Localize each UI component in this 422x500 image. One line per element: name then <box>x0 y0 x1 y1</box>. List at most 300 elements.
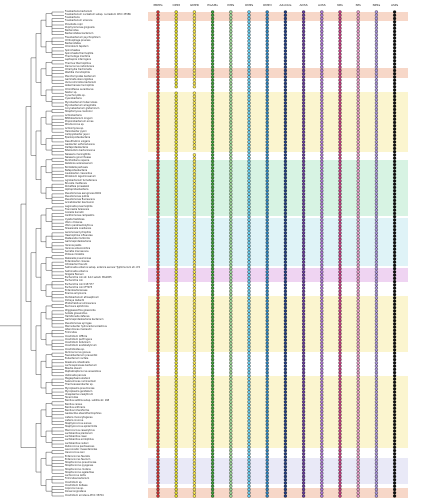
presence-dot <box>266 394 269 397</box>
presence-dot <box>320 378 323 381</box>
presence-dot <box>357 179 360 182</box>
presence-dot <box>193 472 196 475</box>
presence-dot <box>284 404 287 407</box>
presence-dot <box>375 134 378 137</box>
species-label: Enterococcus faecalis <box>65 454 90 458</box>
presence-dot <box>193 420 196 423</box>
presence-dot <box>211 300 214 303</box>
presence-dot <box>393 387 396 390</box>
presence-dot <box>157 231 160 234</box>
presence-dot <box>302 342 305 345</box>
presence-dot <box>339 400 342 403</box>
species-label: Dickeya dadantii <box>65 298 85 302</box>
presence-dot <box>302 46 305 49</box>
presence-dot <box>284 472 287 475</box>
presence-dot <box>375 459 378 462</box>
species-label: Akkermansia muciniphila <box>65 84 94 88</box>
presence-dot <box>375 238 378 241</box>
presence-dot <box>302 33 305 36</box>
presence-dot <box>320 205 323 208</box>
presence-dot <box>248 277 251 280</box>
presence-dot <box>266 40 269 43</box>
presence-dot <box>284 296 287 299</box>
presence-dot <box>211 378 214 381</box>
presence-dot <box>375 358 378 361</box>
presence-dot <box>211 254 214 257</box>
presence-dot <box>193 254 196 257</box>
presence-dot <box>193 342 196 345</box>
species-label: Lactococcus lactis <box>65 474 86 478</box>
presence-dot <box>320 114 323 117</box>
presence-dot <box>175 76 178 79</box>
presence-dot <box>266 89 269 92</box>
presence-dot <box>266 296 269 299</box>
presence-dot <box>302 326 305 329</box>
presence-dot <box>339 417 342 420</box>
presence-dot <box>157 69 160 72</box>
presence-dot <box>339 59 342 62</box>
presence-dot <box>302 443 305 446</box>
presence-dot <box>393 342 396 345</box>
presence-dot <box>175 433 178 436</box>
presence-dot <box>320 137 323 140</box>
presence-dot <box>193 482 196 485</box>
presence-dot <box>211 391 214 394</box>
presence-dot <box>302 257 305 260</box>
presence-dot <box>357 17 360 20</box>
presence-dot <box>284 27 287 30</box>
presence-dot <box>211 319 214 322</box>
presence-dot <box>229 241 232 244</box>
presence-dot <box>302 495 305 498</box>
presence-dot <box>175 202 178 205</box>
presence-dot <box>248 222 251 225</box>
presence-dot <box>284 413 287 416</box>
presence-dot <box>393 24 396 27</box>
presence-dot <box>284 417 287 420</box>
presence-dot <box>393 30 396 33</box>
presence-dot <box>375 394 378 397</box>
presence-dot <box>157 235 160 238</box>
presence-dot <box>357 394 360 397</box>
presence-dot <box>284 33 287 36</box>
presence-dot <box>375 420 378 423</box>
presence-dot <box>229 270 232 273</box>
species-label: Clostridium scindens ATCC 35704 <box>65 493 104 497</box>
presence-dot <box>229 173 232 176</box>
presence-dot <box>339 212 342 215</box>
presence-dot <box>248 241 251 244</box>
presence-dot <box>393 63 396 66</box>
presence-dot <box>393 124 396 127</box>
presence-dot <box>248 127 251 130</box>
presence-dot <box>320 374 323 377</box>
presence-dot <box>229 495 232 498</box>
presence-dot <box>211 322 214 325</box>
presence-dot <box>375 300 378 303</box>
species-label: Chloroflexus aurantiacus <box>65 87 94 91</box>
presence-dot <box>320 111 323 114</box>
presence-dot <box>157 436 160 439</box>
presence-dot <box>211 186 214 189</box>
presence-dot <box>284 144 287 147</box>
presence-dot <box>339 449 342 452</box>
presence-dot <box>211 225 214 228</box>
presence-dot <box>302 407 305 410</box>
presence-dot <box>211 27 214 30</box>
presence-dot <box>266 14 269 17</box>
species-label: Synechocystis sp. <box>65 94 86 98</box>
presence-dot <box>193 426 196 429</box>
presence-dot <box>175 140 178 143</box>
presence-dot <box>157 264 160 267</box>
presence-dot <box>393 179 396 182</box>
presence-dot <box>339 303 342 306</box>
presence-dot <box>393 251 396 254</box>
presence-dot <box>339 89 342 92</box>
species-label: Wigglesworthia glossinidia <box>65 308 96 312</box>
presence-dot <box>266 449 269 452</box>
presence-dot <box>393 283 396 286</box>
presence-dot <box>393 160 396 163</box>
presence-dot <box>211 163 214 166</box>
presence-dot <box>375 89 378 92</box>
presence-dot <box>266 267 269 270</box>
presence-dot <box>339 235 342 238</box>
presence-dot <box>175 53 178 56</box>
presence-dot <box>393 111 396 114</box>
presence-dot <box>339 40 342 43</box>
presence-dot <box>393 212 396 215</box>
presence-dot <box>302 192 305 195</box>
presence-dot <box>175 407 178 410</box>
presence-dot <box>320 407 323 410</box>
presence-dot <box>175 166 178 169</box>
presence-dot <box>320 50 323 53</box>
presence-dot <box>211 417 214 420</box>
presence-dot <box>375 469 378 472</box>
presence-dot <box>375 105 378 108</box>
presence-dot <box>357 144 360 147</box>
presence-dot <box>302 140 305 143</box>
presence-dot <box>284 127 287 130</box>
presence-dot <box>229 465 232 468</box>
presence-dot <box>320 446 323 449</box>
presence-dot <box>248 293 251 296</box>
presence-dot <box>375 17 378 20</box>
presence-dot <box>248 196 251 199</box>
presence-dot <box>375 14 378 17</box>
column-header: NPs <box>337 3 343 7</box>
species-label: Chlamydia trachomatis <box>65 68 92 72</box>
presence-dot <box>175 322 178 325</box>
presence-dot <box>157 394 160 397</box>
presence-dot <box>302 332 305 335</box>
presence-dot <box>229 384 232 387</box>
presence-dot <box>175 59 178 62</box>
presence-dot <box>320 179 323 182</box>
presence-dot <box>339 147 342 150</box>
presence-dot <box>393 144 396 147</box>
species-label: Listeria innocua <box>65 418 84 422</box>
presence-dot <box>248 160 251 163</box>
presence-dot <box>375 82 378 85</box>
presence-dot <box>248 348 251 351</box>
presence-dot <box>248 225 251 228</box>
presence-dot <box>193 241 196 244</box>
presence-dot <box>229 24 232 27</box>
presence-dot <box>175 439 178 442</box>
presence-dot <box>211 361 214 364</box>
presence-dot <box>302 121 305 124</box>
presence-dot <box>193 303 196 306</box>
presence-dot <box>357 342 360 345</box>
species-label: Coxiella burnetii <box>65 211 84 215</box>
presence-dot <box>320 160 323 163</box>
presence-dot <box>248 228 251 231</box>
presence-dot <box>248 469 251 472</box>
presence-dot <box>248 261 251 264</box>
presence-dot <box>393 368 396 371</box>
species-label: Streptococcus pyogenes <box>65 464 94 468</box>
species-label: Mycobacterium smegmatis <box>65 103 97 107</box>
presence-dot <box>375 472 378 475</box>
presence-dot <box>175 24 178 27</box>
presence-dot <box>357 238 360 241</box>
presence-dot <box>248 465 251 468</box>
presence-dot <box>302 199 305 202</box>
presence-dot <box>248 397 251 400</box>
species-label: Streptococcus agalactiae <box>65 470 94 474</box>
presence-dot <box>248 79 251 82</box>
presence-dot <box>302 59 305 62</box>
presence-dot <box>229 82 232 85</box>
species-label: Yersinia pestis <box>65 243 82 247</box>
presence-dot <box>320 124 323 127</box>
presence-dot <box>193 465 196 468</box>
presence-dot <box>157 79 160 82</box>
presence-dot <box>284 228 287 231</box>
presence-dot <box>320 102 323 105</box>
presence-dot <box>193 231 196 234</box>
presence-dot <box>248 17 251 20</box>
presence-dot <box>339 202 342 205</box>
presence-dot <box>229 365 232 368</box>
presence-dot <box>157 238 160 241</box>
presence-dot <box>302 218 305 221</box>
column-header: ASPs <box>390 3 399 7</box>
presence-dot <box>302 150 305 153</box>
presence-dot <box>229 176 232 179</box>
presence-dot <box>339 127 342 130</box>
presence-dot <box>211 426 214 429</box>
presence-dot <box>357 95 360 98</box>
species-label: Gammaproteobacteria bacterium <box>65 318 104 322</box>
presence-dot <box>175 170 178 173</box>
presence-dot <box>393 345 396 348</box>
presence-dot <box>157 335 160 338</box>
presence-dot <box>266 85 269 88</box>
presence-dot <box>229 225 232 228</box>
presence-dot <box>284 426 287 429</box>
presence-dot <box>284 124 287 127</box>
presence-dot <box>157 443 160 446</box>
presence-dot <box>302 95 305 98</box>
presence-dot <box>284 423 287 426</box>
presence-dot <box>229 443 232 446</box>
presence-dot <box>193 147 196 150</box>
presence-dot <box>320 394 323 397</box>
presence-dot <box>393 309 396 312</box>
presence-dot <box>357 482 360 485</box>
presence-dot <box>229 27 232 30</box>
presence-dot <box>284 202 287 205</box>
presence-dot <box>339 92 342 95</box>
presence-dot <box>211 108 214 111</box>
presence-dot <box>284 150 287 153</box>
presence-dot <box>193 209 196 212</box>
presence-dot <box>357 452 360 455</box>
presence-dot <box>175 335 178 338</box>
presence-dot <box>375 144 378 147</box>
presence-dot <box>248 24 251 27</box>
presence-dot <box>339 365 342 368</box>
presence-dot <box>266 287 269 290</box>
presence-dot <box>193 85 196 88</box>
presence-dot <box>248 248 251 251</box>
presence-dot <box>302 368 305 371</box>
presence-dot <box>302 134 305 137</box>
presence-dot <box>320 335 323 338</box>
presence-dot <box>320 433 323 436</box>
presence-dot <box>157 89 160 92</box>
presence-dot <box>393 157 396 160</box>
presence-dot <box>302 114 305 117</box>
presence-dot <box>302 391 305 394</box>
presence-dot <box>248 43 251 46</box>
presence-dot <box>375 244 378 247</box>
presence-dot <box>320 495 323 498</box>
presence-dot <box>266 244 269 247</box>
presence-dot <box>375 179 378 182</box>
presence-dot <box>211 131 214 134</box>
presence-dot <box>248 11 251 14</box>
presence-dot <box>248 313 251 316</box>
presence-dot <box>357 361 360 364</box>
presence-dot <box>357 40 360 43</box>
presence-dot <box>229 303 232 306</box>
presence-dot <box>266 404 269 407</box>
presence-dot <box>284 306 287 309</box>
presence-dot <box>339 436 342 439</box>
presence-dot <box>157 205 160 208</box>
presence-dot <box>375 452 378 455</box>
presence-dot <box>229 290 232 293</box>
presence-dot <box>229 387 232 390</box>
presence-dot <box>266 251 269 254</box>
presence-dot <box>357 290 360 293</box>
presence-dot <box>339 270 342 273</box>
presence-dot <box>320 27 323 30</box>
presence-dot <box>175 270 178 273</box>
presence-dot <box>339 459 342 462</box>
presence-dot <box>284 452 287 455</box>
presence-dot <box>266 257 269 260</box>
presence-dot <box>320 118 323 121</box>
species-label: Bacteroidetes bacterium <box>65 32 94 36</box>
presence-dot <box>393 449 396 452</box>
presence-dot <box>302 283 305 286</box>
presence-dot <box>393 417 396 420</box>
presence-dot <box>229 66 232 69</box>
presence-dot <box>393 371 396 374</box>
presence-dot <box>302 231 305 234</box>
presence-dot <box>302 118 305 121</box>
presence-dot <box>357 163 360 166</box>
presence-dot <box>266 69 269 72</box>
presence-dot <box>248 462 251 465</box>
presence-dot <box>393 79 396 82</box>
presence-dot <box>393 225 396 228</box>
presence-dot <box>393 410 396 413</box>
presence-dot <box>211 192 214 195</box>
presence-dot <box>193 27 196 30</box>
presence-dot <box>211 436 214 439</box>
presence-dot <box>229 475 232 478</box>
presence-dot <box>248 280 251 283</box>
presence-dot <box>375 491 378 494</box>
presence-dot <box>211 111 214 114</box>
column-header: AdSS <box>317 3 326 7</box>
presence-dot <box>211 420 214 423</box>
presence-dot <box>357 326 360 329</box>
presence-dot <box>193 79 196 82</box>
presence-dot <box>175 63 178 66</box>
species-label: Thermoanaerobacter sp. <box>65 383 94 387</box>
presence-dot <box>339 231 342 234</box>
presence-dot <box>339 56 342 59</box>
presence-dot <box>157 361 160 364</box>
presence-dot <box>157 355 160 358</box>
presence-dot <box>393 313 396 316</box>
species-label: Caulobacter crescentus <box>65 172 93 176</box>
presence-dot <box>175 257 178 260</box>
presence-dot <box>357 124 360 127</box>
presence-dot <box>229 202 232 205</box>
presence-dot <box>175 482 178 485</box>
presence-dot <box>157 131 160 134</box>
presence-dot <box>248 400 251 403</box>
presence-dot <box>193 248 196 251</box>
presence-dot <box>357 475 360 478</box>
presence-dot <box>284 183 287 186</box>
presence-dot <box>175 173 178 176</box>
presence-dot <box>248 56 251 59</box>
presence-dot <box>211 121 214 124</box>
presence-dot <box>284 407 287 410</box>
presence-dot <box>211 368 214 371</box>
presence-dot <box>157 277 160 280</box>
presence-dot <box>302 127 305 130</box>
species-label: Rhodococcus sp. <box>65 123 85 127</box>
presence-dot <box>175 306 178 309</box>
presence-dot <box>211 358 214 361</box>
presence-dot <box>157 404 160 407</box>
species-label: Roseburia intestinalis <box>65 360 90 364</box>
presence-dot <box>211 478 214 481</box>
presence-dot <box>193 63 196 66</box>
species-label: Leptospira interrogans <box>65 58 91 62</box>
